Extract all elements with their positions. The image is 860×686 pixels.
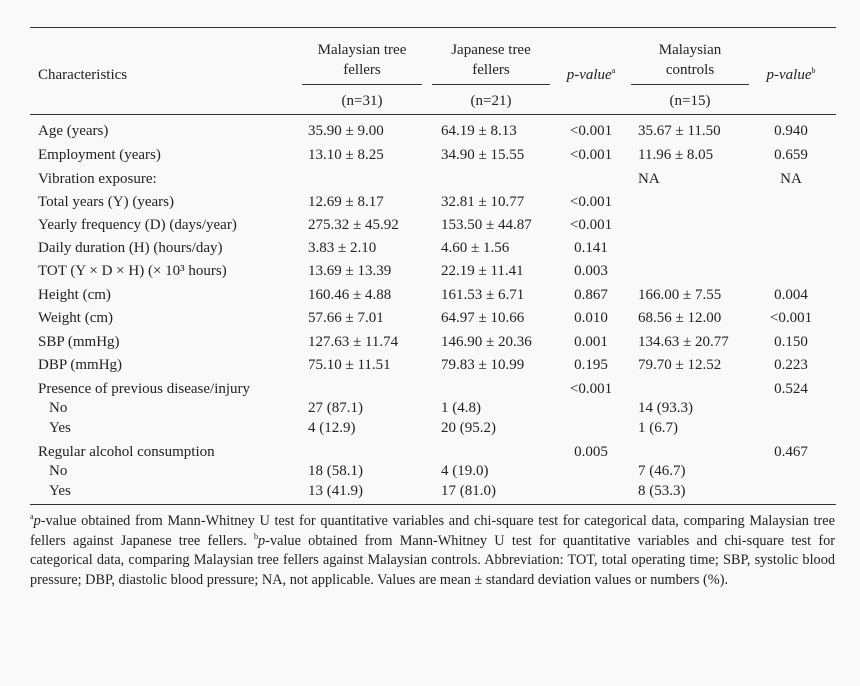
cell-p1: <0.001 [569,123,613,139]
cell-p2: <0.001 [769,310,813,326]
cell-malaysian: 275.32 ± 45.92 [308,217,399,233]
header-col1-line2: fellers [343,62,381,78]
cell-p1: 0.005 [574,444,608,460]
cell-malaysian: 160.46 ± 4.88 [308,287,392,303]
footnote-a-text: -value obtained from Mann-Whitney U test for quantitative variables and chi-square test for categorical data, comparing Malaysian tree fellers against Japanese tree fellers. [30,513,835,549]
row-label: TOT (Y × D × H) (× 10³ hours) [38,263,227,279]
cell-p2: 0.467 [774,444,808,460]
footnote-a-italic: p [33,513,41,529]
header-col2-line2: fellers [472,62,510,78]
cell-p1: 0.001 [574,334,608,350]
row-label: SBP (mmHg) [38,334,120,350]
header-pvalue-b [752,66,830,84]
row-label: Height (cm) [38,287,111,303]
cell-malaysian: 35.90 ± 9.00 [308,123,384,139]
cell-p1: 0.195 [574,357,608,373]
header-pvalue-a [556,66,626,84]
cell-japanese: 79.83 ± 10.99 [441,357,525,373]
cell-malaysian: 4 (12.9) [308,420,356,436]
header-col2-line1: Japanese tree [451,42,531,58]
cell-japanese: 146.90 ± 20.36 [441,334,532,350]
cell-malaysian: 75.10 ± 11.51 [308,357,391,373]
cell-malaysian: 57.66 ± 7.01 [308,310,384,326]
cell-p2: 0.223 [774,357,808,373]
cell-p1: 0.141 [574,240,608,256]
row-label: Yes [49,420,71,436]
cell-japanese: 20 (95.2) [441,420,496,436]
cell-japanese: 34.90 ± 15.55 [441,147,525,163]
header-pvalue-b-sup: b [811,66,816,75]
cell-malaysian: 3.83 ± 2.10 [308,240,377,256]
cell-controls: 1 (6.7) [638,420,678,436]
cell-malaysian: 12.69 ± 8.17 [308,194,384,210]
row-label: Total years (Y) (years) [38,194,174,210]
header-col3-n: (n=15) [669,93,711,109]
row-label: Vibration exposure: [38,171,157,187]
col3-header-underline [631,84,749,85]
table-footnote [30,512,835,590]
header-bottom-rule [30,114,836,115]
cell-japanese: 22.19 ± 11.41 [441,263,524,279]
cell-controls: 166.00 ± 7.55 [638,287,722,303]
cell-p1: <0.001 [569,147,613,163]
cell-p1: <0.001 [569,217,613,233]
cell-japanese: 64.97 ± 10.66 [441,310,525,326]
cell-japanese: 4.60 ± 1.56 [441,240,510,256]
table-bottom-rule [30,504,836,505]
row-label: Weight (cm) [38,310,114,326]
row-label: No [49,400,68,416]
cell-p2: 0.524 [774,381,808,397]
cell-p1: 0.003 [574,263,608,279]
cell-malaysian: 18 (58.1) [308,463,363,479]
row-label: Daily duration (H) (hours/day) [38,240,223,256]
cell-malaysian: 127.63 ± 11.74 [308,334,399,350]
cell-japanese: 153.50 ± 44.87 [441,217,532,233]
cell-p1: <0.001 [569,194,613,210]
header-pvalue-b-label: p-value [766,67,812,83]
cell-malaysian: 13.10 ± 8.25 [308,147,384,163]
row-label: Yearly frequency (D) (days/year) [38,217,237,233]
cell-controls: 7 (46.7) [638,463,686,479]
cell-p2: 0.150 [774,334,808,350]
row-label: Age (years) [38,123,109,139]
cell-p1: 0.867 [574,287,608,303]
col1-header-underline [302,84,422,85]
cell-p1: <0.001 [569,381,613,397]
cell-japanese: 32.81 ± 10.77 [441,194,525,210]
row-label: Employment (years) [38,147,161,163]
row-label: Regular alcohol consumption [38,444,215,460]
cell-controls: 8 (53.3) [638,483,686,499]
header-col2-n: (n=21) [470,93,512,109]
header-col3-line2: controls [665,62,715,78]
cell-japanese: 161.53 ± 6.71 [441,287,525,303]
cell-p1: 0.010 [574,310,608,326]
footnote-b-text: -value obtained from Mann-Whitney U test for quantitative variables and chi-square test for categorical data, comparing Malaysian tree fellers against Malaysian controls. Abbreviation: TOT, total operating time; SBP, systolic blood pressure; DBP, diastolic blood pressure; NA, not applicable. Values are mean ± standard deviation values or numbers (%). [30,532,835,588]
cell-japanese: 64.19 ± 8.13 [441,123,517,139]
cell-p2: 0.659 [774,147,808,163]
header-characteristics: Characteristics [38,67,128,83]
cell-controls: 14 (93.3) [638,400,693,416]
row-label: DBP (mmHg) [38,357,123,373]
cell-japanese: 1 (4.8) [441,400,481,416]
top-rule [30,27,836,28]
header-pvalue-a-sup: a [611,66,616,75]
footnote-b-mark: b [254,531,259,541]
row-label: Yes [49,483,71,499]
row-label: Presence of previous disease/injury [38,381,251,397]
cell-malaysian: 13.69 ± 13.39 [308,263,392,279]
row-label: No [49,463,68,479]
cell-p2: NA [780,171,802,187]
cell-controls: NA [638,171,660,187]
cell-controls: 79.70 ± 12.52 [638,357,722,373]
cell-japanese: 4 (19.0) [441,463,489,479]
cell-malaysian: 27 (87.1) [308,400,363,416]
header-pvalue-a-label: p-value [566,67,612,83]
cell-controls: 11.96 ± 8.05 [638,147,714,163]
cell-controls: 68.56 ± 12.00 [638,310,722,326]
cell-p2: 0.004 [774,287,808,303]
col2-header-underline [432,84,550,85]
footnote-b-italic: p [258,532,266,549]
cell-malaysian: 13 (41.9) [308,483,363,499]
footnote-a-mark: a [30,512,34,522]
header-col1-line1: Malaysian tree [317,42,407,58]
cell-p2: 0.940 [774,123,808,139]
cell-controls: 35.67 ± 11.50 [638,123,721,139]
header-col1-n: (n=31) [341,93,383,109]
header-col3-line1: Malaysian [658,42,722,58]
cell-japanese: 17 (81.0) [441,483,496,499]
cell-controls: 134.63 ± 20.77 [638,334,729,350]
